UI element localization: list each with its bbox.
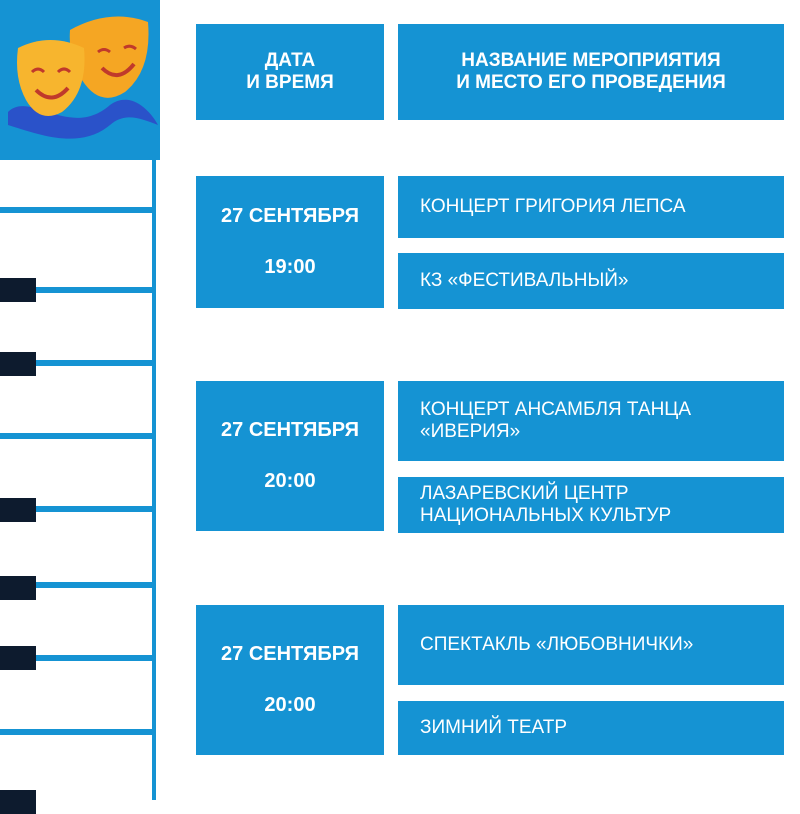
event-date-box — [196, 381, 384, 531]
vertical-line — [152, 160, 156, 800]
theater-masks-icon — [0, 0, 160, 160]
black-key — [0, 790, 36, 814]
event-title-box — [398, 605, 784, 685]
event-venue: ЗИМНИЙ ТЕАТР — [420, 717, 568, 738]
event-title-line: «ИВЕРИЯ» — [420, 421, 521, 442]
event-time: 20:00 — [264, 694, 316, 716]
black-key — [0, 646, 36, 670]
event-venue-box — [398, 253, 784, 309]
header-date-line2: И ВРЕМЯ — [246, 72, 334, 93]
event-venue: КЗ «ФЕСТИВАЛЬНЫЙ» — [420, 270, 629, 291]
black-key — [0, 278, 36, 302]
logo-area — [0, 0, 160, 160]
event-date: 27 СЕНТЯБРЯ — [221, 643, 359, 665]
event-time: 20:00 — [264, 470, 316, 492]
header-event-line1: НАЗВАНИЕ МЕРОПРИЯТИЯ — [461, 50, 721, 71]
event-title-line: КОНЦЕРТ АНСАМБЛЯ ТАНЦА — [420, 399, 692, 420]
event-title-box — [398, 381, 784, 461]
event-venue-line: НАЦИОНАЛЬНЫХ КУЛЬТУР — [420, 505, 672, 526]
event-title-box — [398, 176, 784, 238]
event-title: СПЕКТАКЛЬ «ЛЮБОВНИЧКИ» — [420, 634, 694, 655]
black-key — [0, 576, 36, 600]
black-key — [0, 352, 36, 376]
header-date-time — [196, 24, 384, 120]
event-venue-box — [398, 701, 784, 755]
header-date-line1: ДАТА — [264, 50, 316, 71]
header-event-line2: И МЕСТО ЕГО ПРОВЕДЕНИЯ — [456, 72, 726, 93]
event-venue-line: ЛАЗАРЕВСКИЙ ЦЕНТР — [420, 483, 629, 504]
event-date: 27 СЕНТЯБРЯ — [221, 419, 359, 441]
header-event-title — [398, 24, 784, 120]
piano-decoration — [0, 0, 160, 800]
event-date: 27 СЕНТЯБРЯ — [221, 205, 359, 227]
event-date-box — [196, 176, 384, 308]
black-key — [0, 498, 36, 522]
event-time: 19:00 — [264, 256, 316, 278]
key-divider — [0, 433, 154, 439]
key-divider — [0, 729, 154, 735]
event-date-box — [196, 605, 384, 755]
key-divider — [0, 207, 154, 213]
event-venue-box — [398, 477, 784, 533]
event-title: КОНЦЕРТ ГРИГОРИЯ ЛЕПСА — [420, 196, 686, 217]
